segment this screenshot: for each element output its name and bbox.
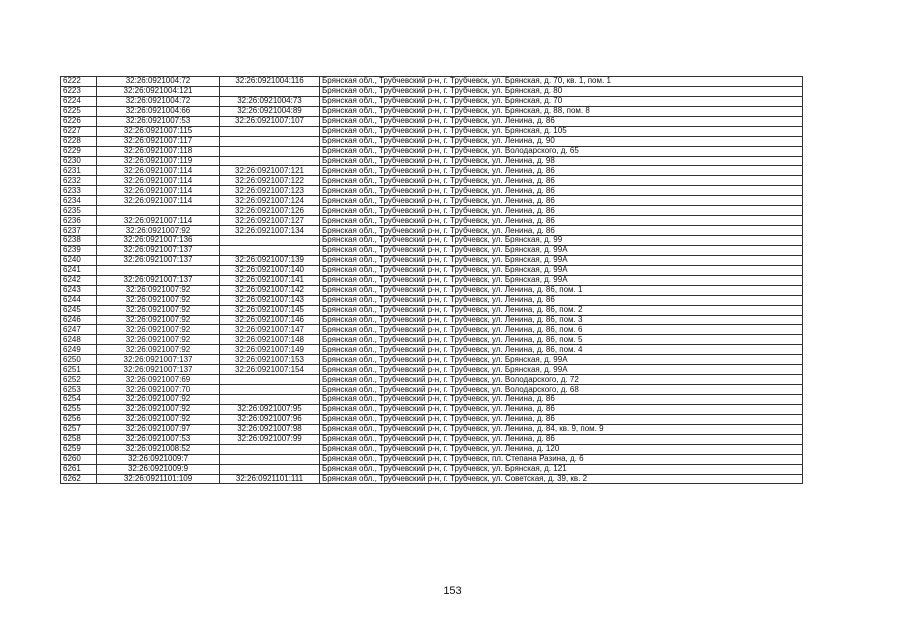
row-number-cell: 6243: [61, 285, 97, 295]
object-cadastral-number-cell: [220, 146, 320, 156]
object-cadastral-number-cell: 32:26:0921007:142: [220, 285, 320, 295]
row-number-cell: 6245: [61, 305, 97, 315]
cadastral-number-cell: 32:26:0921007:115: [97, 126, 220, 136]
page-number: 153: [443, 585, 462, 597]
table-row: [61, 474, 803, 484]
cadastral-number-cell: 32:26:0921007:92: [97, 285, 220, 295]
object-cadastral-number-cell: 32:26:0921007:127: [220, 216, 320, 226]
table-row: [61, 275, 803, 285]
cadastral-number-cell: 32:26:0921007:137: [97, 355, 220, 365]
cadastral-number-cell: 32:26:0921007:92: [97, 325, 220, 335]
address-cell: Брянская обл., Трубчевский р-н, г. Трубчевск, ул. Ленина, д. 120: [320, 444, 803, 454]
row-number-cell: 6239: [61, 245, 97, 255]
object-cadastral-number-cell: 32:26:0921007:107: [220, 116, 320, 126]
row-number-cell: 6251: [61, 365, 97, 375]
cadastral-number-cell: 32:26:0921007:97: [97, 424, 220, 434]
cadastral-number-cell: 32:26:0921007:137: [97, 365, 220, 375]
address-cell: Брянская обл., Трубчевский р-н, г. Трубчевск, ул. Ленина, д. 86: [320, 176, 803, 186]
table-row: [61, 86, 803, 96]
table-row: [61, 226, 803, 236]
object-cadastral-number-cell: [220, 454, 320, 464]
row-number-cell: 6261: [61, 464, 97, 474]
address-cell: Брянская обл., Трубчевский р-н, г. Трубчевск, ул. Ленина, д. 86: [320, 116, 803, 126]
object-cadastral-number-cell: 32:26:0921007:148: [220, 335, 320, 345]
address-cell: Брянская обл., Трубчевский р-н, г. Трубчевск, ул. Брянская, д. 99А: [320, 245, 803, 255]
address-cell: Брянская обл., Трубчевский р-н, г. Трубчевск, ул. Ленина, д. 86: [320, 414, 803, 424]
row-number-cell: 6253: [61, 385, 97, 395]
object-cadastral-number-cell: 32:26:0921007:134: [220, 226, 320, 236]
address-cell: Брянская обл., Трубчевский р-н, г. Трубчевск, ул. Володарского, д. 65: [320, 146, 803, 156]
cadastral-number-cell: 32:26:0921007:92: [97, 345, 220, 355]
cadastral-number-cell: 32:26:0921007:69: [97, 375, 220, 385]
registry-table: [60, 76, 803, 484]
row-number-cell: 6226: [61, 116, 97, 126]
row-number-cell: 6241: [61, 265, 97, 275]
row-number-cell: 6249: [61, 345, 97, 355]
row-number-cell: 6230: [61, 156, 97, 166]
object-cadastral-number-cell: 32:26:0921007:153: [220, 355, 320, 365]
table-row: [61, 245, 803, 255]
table-row: [61, 444, 803, 454]
object-cadastral-number-cell: 32:26:0921007:121: [220, 166, 320, 176]
row-number-cell: 6260: [61, 454, 97, 464]
table-row: [61, 385, 803, 395]
object-cadastral-number-cell: 32:26:0921007:146: [220, 315, 320, 325]
address-cell: Брянская обл., Трубчевский р-н, г. Трубчевск, ул. Брянская, д. 99А: [320, 255, 803, 265]
object-cadastral-number-cell: 32:26:0921007:145: [220, 305, 320, 315]
object-cadastral-number-cell: [220, 464, 320, 474]
row-number-cell: 6232: [61, 176, 97, 186]
object-cadastral-number-cell: 32:26:0921007:147: [220, 325, 320, 335]
address-cell: Брянская обл., Трубчевский р-н, г. Трубчевск, ул. Ленина, д. 86, пом. 5: [320, 335, 803, 345]
address-cell: Брянская обл., Трубчевский р-н, г. Трубчевск, ул. Ленина, д. 86: [320, 166, 803, 176]
object-cadastral-number-cell: 32:26:0921007:139: [220, 255, 320, 265]
row-number-cell: 6246: [61, 315, 97, 325]
cadastral-number-cell: 32:26:0921007:137: [97, 255, 220, 265]
object-cadastral-number-cell: 32:26:0921007:149: [220, 345, 320, 355]
table-row: [61, 434, 803, 444]
address-cell: Брянская обл., Трубчевский р-н, г. Трубчевск, ул. Ленина, д. 86, пом. 1: [320, 285, 803, 295]
row-number-cell: 6238: [61, 236, 97, 246]
address-cell: Брянская обл., Трубчевский р-н, г. Трубчевск, ул. Советская, д. 39, кв. 2: [320, 474, 803, 484]
table-row: [61, 116, 803, 126]
row-number-cell: 6227: [61, 126, 97, 136]
object-cadastral-number-cell: [220, 156, 320, 166]
cadastral-number-cell: 32:26:0921007:118: [97, 146, 220, 156]
row-number-cell: 6242: [61, 275, 97, 285]
table-row: [61, 454, 803, 464]
table-row: [61, 106, 803, 116]
address-cell: Брянская обл., Трубчевский р-н, г. Трубчевск, ул. Брянская, д. 99А: [320, 275, 803, 285]
address-cell: Брянская обл., Трубчевский р-н, г. Трубчевск, ул. Ленина, д. 86, пом. 2: [320, 305, 803, 315]
address-cell: Брянская обл., Трубчевский р-н, г. Трубчевск, ул. Володарского, д. 72: [320, 375, 803, 385]
row-number-cell: 6254: [61, 395, 97, 405]
address-cell: Брянская обл., Трубчевский р-н, г. Трубчевск, ул. Брянская, д. 99: [320, 236, 803, 246]
row-number-cell: 6237: [61, 226, 97, 236]
object-cadastral-number-cell: [220, 444, 320, 454]
cadastral-number-cell: 32:26:0921007:92: [97, 404, 220, 414]
object-cadastral-number-cell: 32:26:0921007:141: [220, 275, 320, 285]
cadastral-number-cell: 32:26:0921007:114: [97, 176, 220, 186]
table-row: [61, 146, 803, 156]
row-number-cell: 6236: [61, 216, 97, 226]
table-row: [61, 355, 803, 365]
address-cell: Брянская обл., Трубчевский р-н, г. Трубчевск, ул. Ленина, д. 84, кв. 9, пом. 9: [320, 424, 803, 434]
table-row: [61, 335, 803, 345]
table-row: [61, 285, 803, 295]
table-row: [61, 126, 803, 136]
table-row: [61, 395, 803, 405]
address-cell: Брянская обл., Трубчевский р-н, г. Трубчевск, ул. Ленина, д. 86, пом. 3: [320, 315, 803, 325]
table-row: [61, 414, 803, 424]
address-cell: Брянская обл., Трубчевский р-н, г. Трубчевск, ул. Ленина, д. 86: [320, 395, 803, 405]
table-row: [61, 464, 803, 474]
cadastral-number-cell: 32:26:0921007:114: [97, 186, 220, 196]
object-cadastral-number-cell: [220, 385, 320, 395]
address-cell: Брянская обл., Трубчевский р-н, г. Трубчевск, ул. Ленина, д. 86: [320, 295, 803, 305]
object-cadastral-number-cell: 32:26:0921007:140: [220, 265, 320, 275]
object-cadastral-number-cell: 32:26:0921007:99: [220, 434, 320, 444]
table-row: [61, 216, 803, 226]
row-number-cell: 6248: [61, 335, 97, 345]
table-row: [61, 295, 803, 305]
address-cell: Брянская обл., Трубчевский р-н, г. Трубчевск, ул. Ленина, д. 86, пом. 4: [320, 345, 803, 355]
row-number-cell: 6256: [61, 414, 97, 424]
cadastral-number-cell: [97, 265, 220, 275]
row-number-cell: 6229: [61, 146, 97, 156]
address-cell: Брянская обл., Трубчевский р-н, г. Трубчевск, ул. Брянская, д. 88, пом. 8: [320, 106, 803, 116]
cadastral-number-cell: 32:26:0921009:7: [97, 454, 220, 464]
cadastral-number-cell: 32:26:0921004:66: [97, 106, 220, 116]
object-cadastral-number-cell: [220, 126, 320, 136]
cadastral-number-cell: 32:26:0921007:117: [97, 136, 220, 146]
table-row: [61, 255, 803, 265]
address-cell: Брянская обл., Трубчевский р-н, г. Трубчевск, ул. Брянская, д. 105: [320, 126, 803, 136]
object-cadastral-number-cell: 32:26:0921007:123: [220, 186, 320, 196]
address-cell: Брянская обл., Трубчевский р-н, г. Трубчевск, ул. Брянская, д. 99А: [320, 355, 803, 365]
cadastral-number-cell: [97, 206, 220, 216]
row-number-cell: 6250: [61, 355, 97, 365]
cadastral-number-cell: 32:26:0921007:92: [97, 295, 220, 305]
cadastral-number-cell: 32:26:0921007:92: [97, 226, 220, 236]
cadastral-number-cell: 32:26:0921009:9: [97, 464, 220, 474]
row-number-cell: 6228: [61, 136, 97, 146]
row-number-cell: 6247: [61, 325, 97, 335]
table-row: [61, 176, 803, 186]
cadastral-number-cell: 32:26:0921007:114: [97, 166, 220, 176]
row-number-cell: 6233: [61, 186, 97, 196]
cadastral-number-cell: 32:26:0921007:92: [97, 305, 220, 315]
table-row: [61, 365, 803, 375]
cadastral-number-cell: 32:26:0921007:70: [97, 385, 220, 395]
cadastral-number-cell: 32:26:0921007:136: [97, 236, 220, 246]
cadastral-number-cell: 32:26:0921007:92: [97, 315, 220, 325]
object-cadastral-number-cell: 32:26:0921004:73: [220, 96, 320, 106]
address-cell: Брянская обл., Трубчевский р-н, г. Трубчевск, ул. Ленина, д. 86: [320, 404, 803, 414]
table-row: [61, 424, 803, 434]
table-row: [61, 375, 803, 385]
table-row: [61, 77, 803, 87]
table-row: [61, 404, 803, 414]
object-cadastral-number-cell: [220, 86, 320, 96]
cadastral-number-cell: 32:26:0921007:114: [97, 196, 220, 206]
address-cell: Брянская обл., Трубчевский р-н, г. Трубчевск, ул. Брянская, д. 70, кв. 1, пом. 1: [320, 77, 803, 87]
address-cell: Брянская обл., Трубчевский р-н, г. Трубчевск, ул. Брянская, д. 121: [320, 464, 803, 474]
object-cadastral-number-cell: 32:26:0921101:111: [220, 474, 320, 484]
object-cadastral-number-cell: 32:26:0921004:116: [220, 77, 320, 87]
object-cadastral-number-cell: [220, 136, 320, 146]
row-number-cell: 6225: [61, 106, 97, 116]
table-row: [61, 325, 803, 335]
table-row: [61, 236, 803, 246]
address-cell: Брянская обл., Трубчевский р-н, г. Трубчевск, пл. Степана Разина, д. 6: [320, 454, 803, 464]
address-cell: Брянская обл., Трубчевский р-н, г. Трубчевск, ул. Володарского, д. 68: [320, 385, 803, 395]
object-cadastral-number-cell: 32:26:0921007:95: [220, 404, 320, 414]
cadastral-number-cell: 32:26:0921007:53: [97, 434, 220, 444]
row-number-cell: 6235: [61, 206, 97, 216]
object-cadastral-number-cell: [220, 236, 320, 246]
address-cell: Брянская обл., Трубчевский р-н, г. Трубчевск, ул. Брянская, д. 99А: [320, 265, 803, 275]
address-cell: Брянская обл., Трубчевский р-н, г. Трубчевск, ул. Ленина, д. 86, пом. 6: [320, 325, 803, 335]
address-cell: Брянская обл., Трубчевский р-н, г. Трубчевск, ул. Ленина, д. 98: [320, 156, 803, 166]
object-cadastral-number-cell: 32:26:0921007:96: [220, 414, 320, 424]
row-number-cell: 6257: [61, 424, 97, 434]
object-cadastral-number-cell: 32:26:0921007:124: [220, 196, 320, 206]
cadastral-number-cell: 32:26:0921101:109: [97, 474, 220, 484]
row-number-cell: 6252: [61, 375, 97, 385]
row-number-cell: 6258: [61, 434, 97, 444]
cadastral-number-cell: 32:26:0921004:72: [97, 77, 220, 87]
row-number-cell: 6222: [61, 77, 97, 87]
cadastral-number-cell: 32:26:0921004:72: [97, 96, 220, 106]
table-row: [61, 265, 803, 275]
table-row: [61, 345, 803, 355]
cadastral-number-cell: 32:26:0921004:121: [97, 86, 220, 96]
object-cadastral-number-cell: 32:26:0921007:143: [220, 295, 320, 305]
object-cadastral-number-cell: 32:26:0921004:89: [220, 106, 320, 116]
registry-table-body: [61, 77, 803, 484]
address-cell: Брянская обл., Трубчевский р-н, г. Трубчевск, ул. Ленина, д. 90: [320, 136, 803, 146]
cadastral-number-cell: 32:26:0921008:52: [97, 444, 220, 454]
table-row: [61, 96, 803, 106]
cadastral-number-cell: 32:26:0921007:137: [97, 245, 220, 255]
table-row: [61, 315, 803, 325]
row-number-cell: 6231: [61, 166, 97, 176]
object-cadastral-number-cell: 32:26:0921007:126: [220, 206, 320, 216]
table-row: [61, 156, 803, 166]
address-cell: Брянская обл., Трубчевский р-н, г. Трубчевск, ул. Ленина, д. 86: [320, 206, 803, 216]
row-number-cell: 6244: [61, 295, 97, 305]
cadastral-number-cell: 32:26:0921007:114: [97, 216, 220, 226]
address-cell: Брянская обл., Трубчевский р-н, г. Трубчевск, ул. Ленина, д. 86: [320, 186, 803, 196]
row-number-cell: 6259: [61, 444, 97, 454]
address-cell: Брянская обл., Трубчевский р-н, г. Трубчевск, ул. Брянская, д. 99А: [320, 365, 803, 375]
cadastral-number-cell: 32:26:0921007:119: [97, 156, 220, 166]
row-number-cell: 6262: [61, 474, 97, 484]
address-cell: Брянская обл., Трубчевский р-н, г. Трубчевск, ул. Брянская, д. 80: [320, 86, 803, 96]
table-row: [61, 206, 803, 216]
table-row: [61, 186, 803, 196]
address-cell: Брянская обл., Трубчевский р-н, г. Трубчевск, ул. Ленина, д. 86: [320, 434, 803, 444]
object-cadastral-number-cell: 32:26:0921007:98: [220, 424, 320, 434]
cadastral-number-cell: 32:26:0921007:92: [97, 335, 220, 345]
row-number-cell: 6234: [61, 196, 97, 206]
cadastral-number-cell: 32:26:0921007:92: [97, 414, 220, 424]
table-row: [61, 196, 803, 206]
cadastral-number-cell: 32:26:0921007:137: [97, 275, 220, 285]
address-cell: Брянская обл., Трубчевский р-н, г. Трубчевск, ул. Ленина, д. 86: [320, 216, 803, 226]
row-number-cell: 6255: [61, 404, 97, 414]
row-number-cell: 6240: [61, 255, 97, 265]
row-number-cell: 6223: [61, 86, 97, 96]
cadastral-number-cell: 32:26:0921007:92: [97, 395, 220, 405]
object-cadastral-number-cell: [220, 395, 320, 405]
table-row: [61, 136, 803, 146]
object-cadastral-number-cell: [220, 375, 320, 385]
cadastral-number-cell: 32:26:0921007:53: [97, 116, 220, 126]
row-number-cell: 6224: [61, 96, 97, 106]
table-row: [61, 305, 803, 315]
object-cadastral-number-cell: 32:26:0921007:122: [220, 176, 320, 186]
table-row: [61, 166, 803, 176]
object-cadastral-number-cell: 32:26:0921007:154: [220, 365, 320, 375]
address-cell: Брянская обл., Трубчевский р-н, г. Трубчевск, ул. Ленина, д. 86: [320, 226, 803, 236]
object-cadastral-number-cell: [220, 245, 320, 255]
address-cell: Брянская обл., Трубчевский р-н, г. Трубчевск, ул. Брянская, д. 70: [320, 96, 803, 106]
address-cell: Брянская обл., Трубчевский р-н, г. Трубчевск, ул. Ленина, д. 86: [320, 196, 803, 206]
